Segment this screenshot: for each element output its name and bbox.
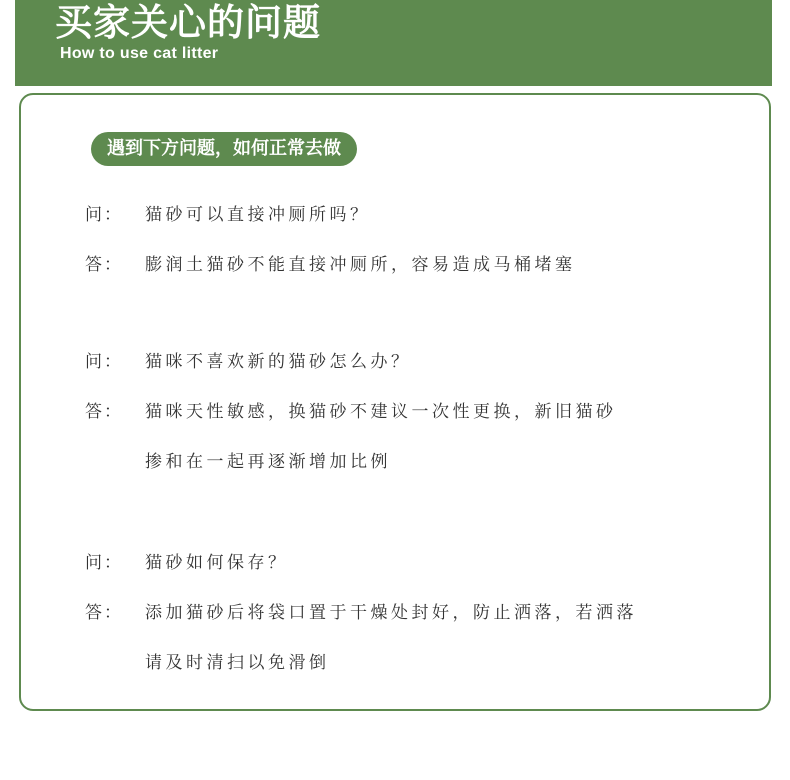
question-tag: 问： bbox=[85, 205, 123, 225]
header-banner bbox=[15, 0, 772, 86]
question-text: 猫砂可以直接冲厕所吗？ bbox=[145, 205, 371, 225]
answer-text: 添加猫砂后将袋口置于干燥处封好，防止洒落，若洒落 bbox=[145, 603, 637, 623]
question-text: 猫砂如何保存？ bbox=[145, 553, 289, 573]
faq-answer-2-continued: 掺和在一起再逐渐增加比例 bbox=[145, 452, 391, 472]
answer-tag: 答： bbox=[85, 255, 123, 275]
section-label-pill: 遇到下方问题，如何正常去做 bbox=[91, 132, 357, 166]
faq-answer-2 bbox=[85, 402, 617, 422]
faq-answer-1 bbox=[85, 255, 576, 275]
faq-card bbox=[19, 93, 771, 711]
faq-question-1 bbox=[85, 205, 371, 225]
answer-text: 膨润土猫砂不能直接冲厕所，容易造成马桶堵塞 bbox=[145, 255, 576, 275]
faq-answer-3 bbox=[85, 603, 637, 623]
question-tag: 问： bbox=[85, 553, 123, 573]
faq-question-2 bbox=[85, 352, 412, 372]
question-text: 猫咪不喜欢新的猫砂怎么办？ bbox=[145, 352, 412, 372]
answer-tag: 答： bbox=[85, 603, 123, 623]
answer-tag: 答： bbox=[85, 402, 123, 422]
page-subtitle: How to use cat litter bbox=[60, 45, 219, 62]
faq-question-3 bbox=[85, 553, 289, 573]
question-tag: 问： bbox=[85, 352, 123, 372]
faq-answer-3-continued: 请及时清扫以免滑倒 bbox=[145, 653, 330, 673]
answer-text: 猫咪天性敏感，换猫砂不建议一次性更换，新旧猫砂 bbox=[145, 402, 617, 422]
page-title: 买家关心的问题 bbox=[55, 1, 321, 44]
